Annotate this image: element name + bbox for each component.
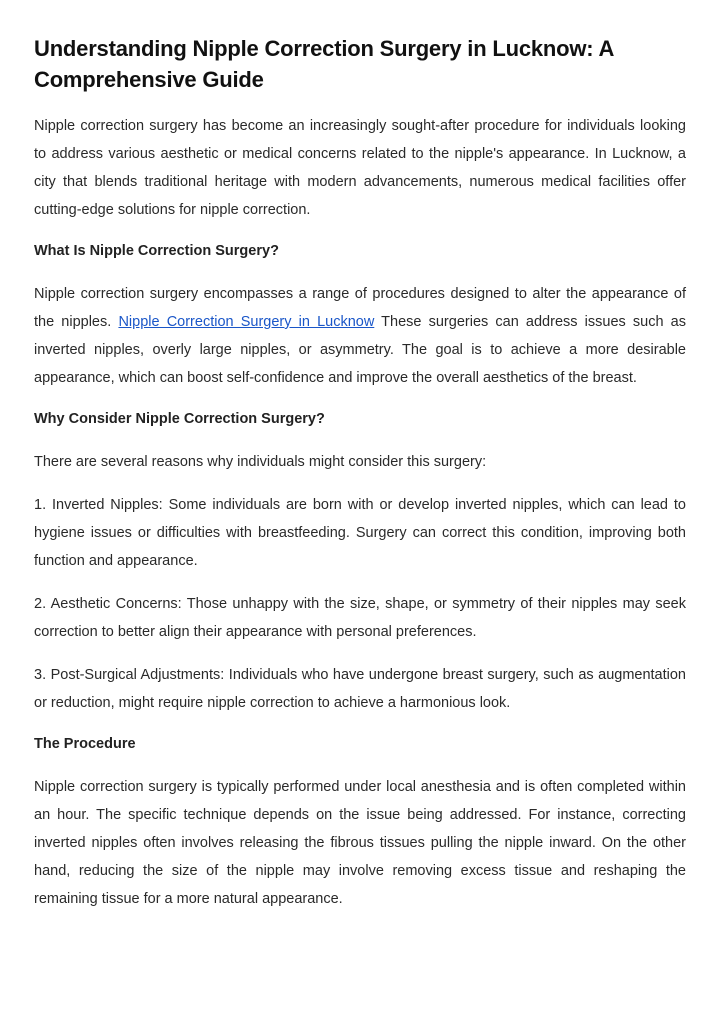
- what-is-text-before-link: Nipple correction surgery encompasses a range of procedures designed to alter the appearance of the nipples.: [34, 286, 686, 330]
- section-heading-why-consider: Why Consider Nipple Correction Surgery?: [34, 411, 325, 427]
- reason-item-2: 2. Aesthetic Concerns: Those unhappy with the size, shape, or symmetry of their nipples may seek correction to better align their appearance with personal preferences.: [34, 596, 686, 640]
- what-is-text-after-link: These surgeries can address issues such as inverted nipples, overly large nipples, or asymmetry. The goal is to achieve a more desirable appearance, which can boost self-confidence and improve the overall aesthetics of the breast.: [34, 314, 686, 386]
- page-title: Understanding Nipple Correction Surgery in Lucknow: A Comprehensive Guide: [34, 36, 614, 92]
- why-consider-lead: There are several reasons why individuals might consider this surgery:: [34, 454, 487, 470]
- intro-paragraph: Nipple correction surgery has become an increasingly sought-after procedure for individuals looking to address various aesthetic or medical concerns related to the nipple's appearance. In Lucknow, a city that blends traditional heritage with modern advancements, numerous medical facilities offer cutting-edge solutions for nipple correction.: [34, 118, 686, 218]
- reason-item-3: 3. Post-Surgical Adjustments: Individuals who have undergone breast surgery, such as augmentation or reduction, might require nipple correction to achieve a harmonious look.: [34, 667, 686, 711]
- reason-item-1: 1. Inverted Nipples: Some individuals are born with or develop inverted nipples, which can lead to hygiene issues or difficulties with breastfeeding. Surgery can correct this condition, improving both function and appearance.: [34, 497, 686, 569]
- section-heading-procedure: The Procedure: [34, 736, 136, 752]
- section-heading-what-is: What Is Nipple Correction Surgery?: [34, 243, 279, 259]
- procedure-paragraph: Nipple correction surgery is typically performed under local anesthesia and is often completed within an hour. The specific technique depends on the issue being addressed. For instance, correcting inverted nipples often involves releasing the fibrous tissues pulling the nipple inward. On the other hand, reducing the size of the nipple may involve removing excess tissue and reshaping the remaining tissue for a more natural appearance.: [34, 779, 686, 907]
- what-is-paragraph: [34, 280, 686, 392]
- nipple-correction-lucknow-link[interactable]: Nipple Correction Surgery in Lucknow: [118, 314, 375, 330]
